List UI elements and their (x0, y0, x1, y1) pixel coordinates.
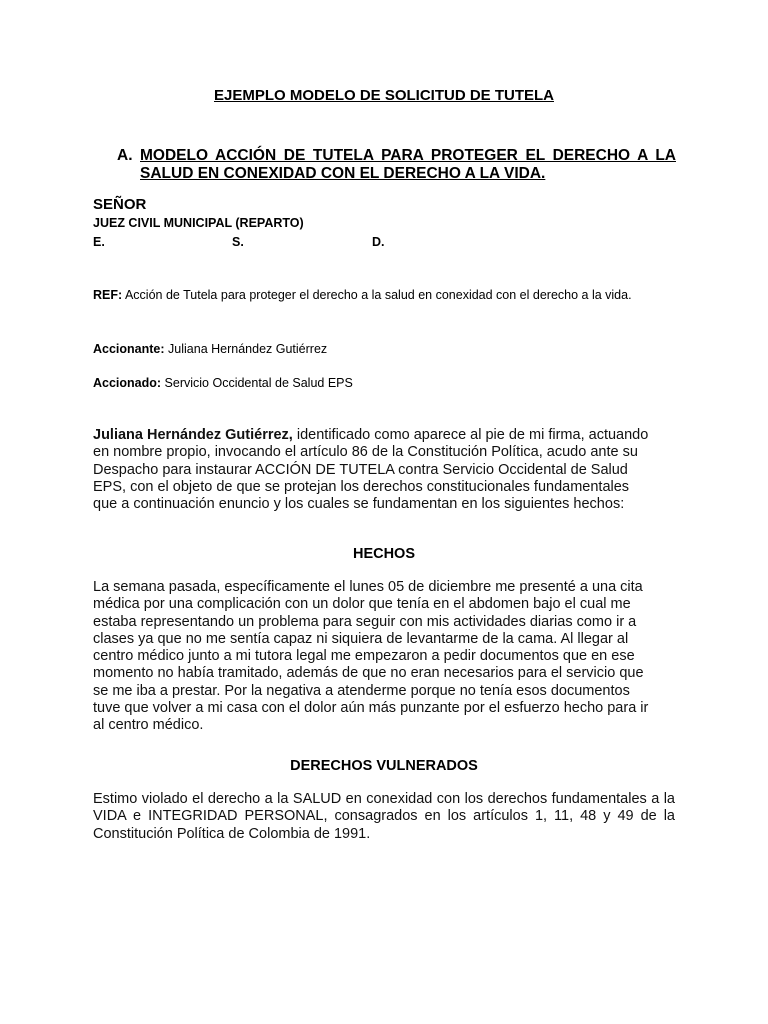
section-a-letter: A. (117, 147, 133, 164)
accionante-line (93, 342, 327, 356)
hechos-heading: HECHOS (352, 546, 416, 562)
intro-paragraph (93, 427, 653, 513)
accionado-value: Servicio Occidental de Salud EPS (164, 376, 353, 390)
accionado-label: Accionado: (93, 376, 162, 390)
derechos-heading: DERECHOS VULNERADOS (290, 758, 478, 774)
reference-text: Acción de Tutela para proteger el derecho a la salud en conexidad con el derecho a la vida. (124, 288, 632, 302)
addressee-greeting: SEÑOR (93, 196, 147, 213)
accionante-value: Juliana Hernández Gutiérrez (168, 342, 328, 356)
intro-text: identificado como aparece al pie de mi firma, actuando en nombre propio, invocando el artículo 86 de la Constitución Política, acudo ante su Despacho para instaurar ACCIÓN DE TUTELA contra Servicio Occidental de Salud EPS, con el objeto de que se protejan los derechos constitucionales fundamentales que a continuación enuncio y los cuales se fundamentan en los siguientes hechos: (93, 427, 649, 513)
document-title: EJEMPLO MODELO DE SOLICITUD DE TUTELA (213, 87, 554, 104)
accionado-line (93, 376, 353, 390)
addressee-judge: JUEZ CIVIL MUNICIPAL (REPARTO) (93, 216, 304, 230)
section-a-text: MODELO ACCIÓN DE TUTELA PARA PROTEGER EL DERECHO A LA SALUD EN CONEXIDAD CON EL DERECHO A LA VIDA. (140, 147, 676, 182)
accionante-label: Accionante: (93, 342, 165, 356)
reference-block (93, 286, 673, 304)
reference-label: REF: (93, 288, 123, 302)
addressee-d: D. (372, 235, 385, 249)
addressee-s: S. (232, 235, 244, 249)
addressee-e: E. (93, 235, 105, 249)
derechos-paragraph: Estimo violado el derecho a la SALUD en conexidad con los derechos fundamentales a la VIDA e INTEGRIDAD PERSONAL, consagrados en los artículos 1, 11, 48 y 49 de la Constitución Política de Colombia de 1991. (93, 791, 675, 842)
intro-name: Juliana Hernández Gutiérrez, (93, 427, 293, 443)
hechos-paragraph: La semana pasada, específicamente el lunes 05 de diciembre me presenté a una cita médica por una complicación con un dolor que tenía en el abdomen bajo el cual me estaba representando un problema para seguir con mis actividades diarias como ir a clases ya que no me sentía capaz ni siquiera de levantarme de la cama. Al llegar al centro médico junto a mi tutora legal me empezaron a pedir documentos que en ese momento no había tramitado, además de que no eran necesarios para el servicio que se me iba a prestar. Por la negativa a atenderme porque no tenía esos documentos tuve que volver a mi casa con el dolor aún más punzante por el esfuerzo hecho para ir al centro médico. (93, 579, 649, 734)
